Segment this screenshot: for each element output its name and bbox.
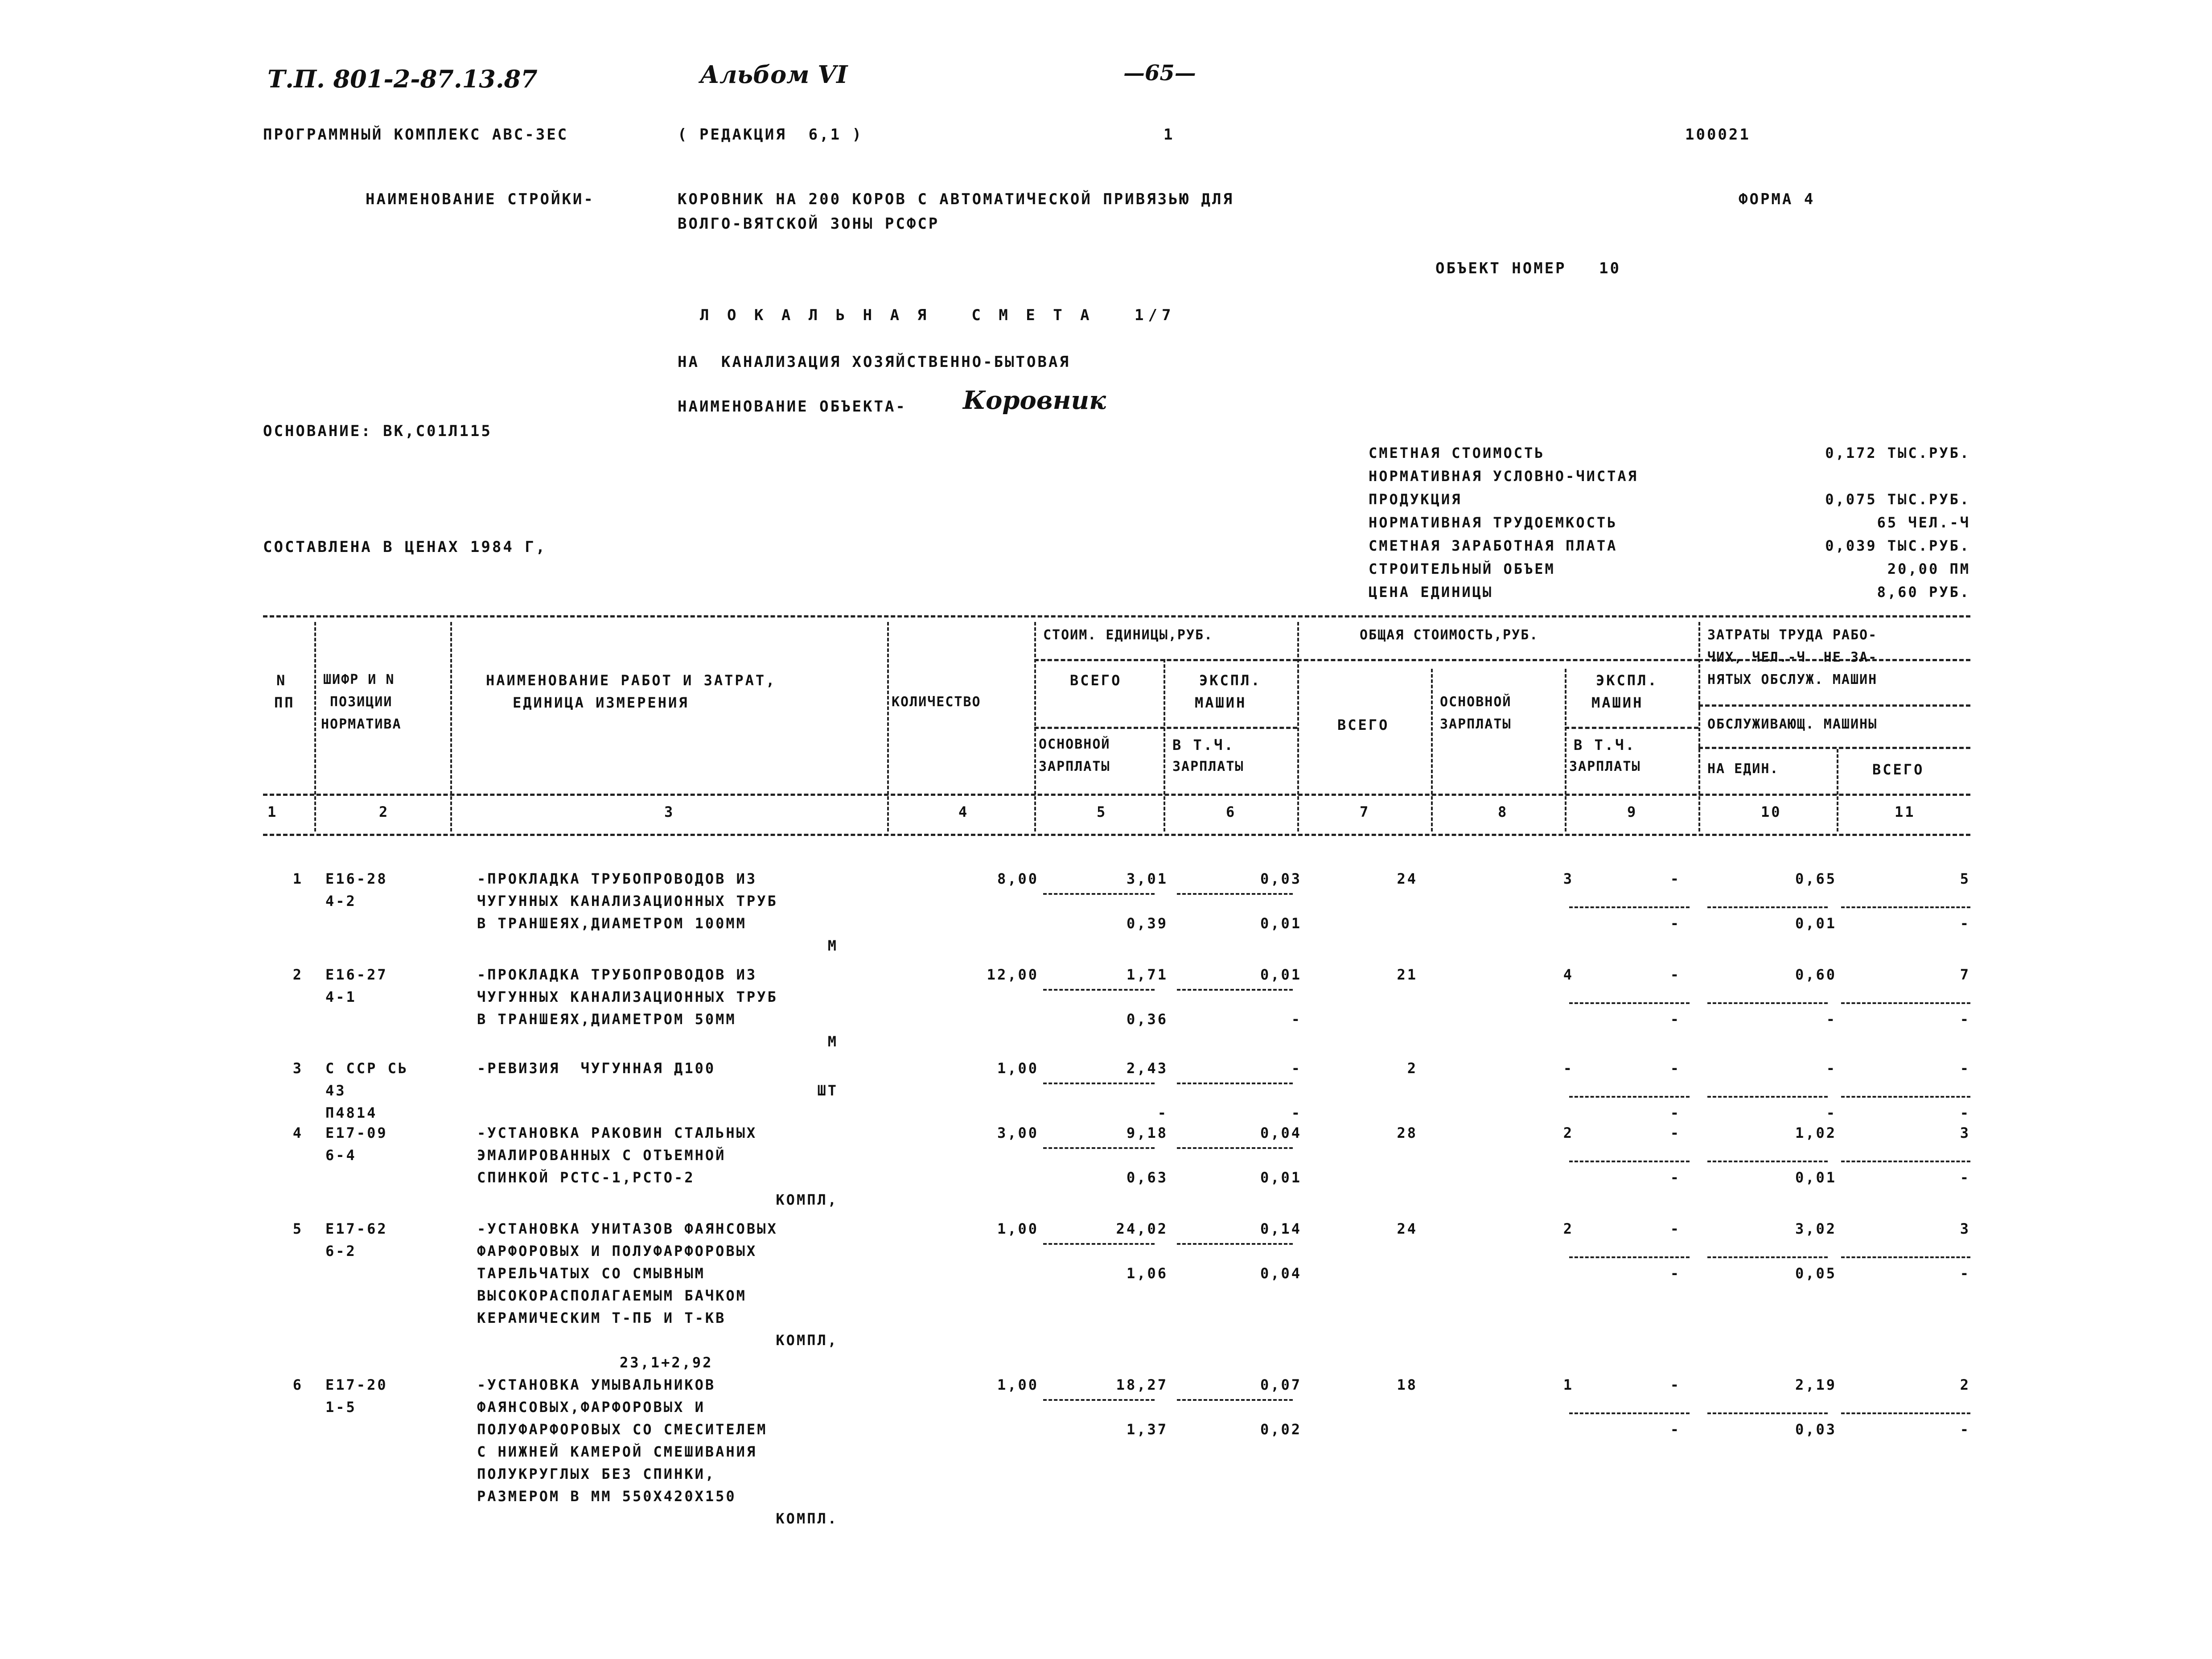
summary-label: НОРМАТИВНАЯ УСЛОВНО-ЧИСТАЯ [1369, 468, 1638, 485]
row-machinist-total: - [1960, 1169, 1970, 1186]
col-divider [1565, 669, 1566, 832]
summary-label: СМЕТНАЯ СТОИМОСТЬ [1369, 445, 1545, 461]
col-divider [1297, 622, 1299, 832]
row-total-wage: 2 [1563, 1124, 1574, 1141]
header-cipher: ПОЗИЦИИ [330, 694, 393, 710]
row-work-name: РАЗМЕРОМ В ММ 550Х420Х150 [477, 1488, 736, 1505]
row-labor-per-unit: - [1826, 1060, 1837, 1077]
row-work-name: ЧУГУННЫХ КАНАЛИЗАЦИОННЫХ ТРУБ [477, 988, 778, 1005]
header-n: N [276, 672, 287, 689]
row-unit-cost-machines: 0,14 [1260, 1220, 1302, 1237]
row-work-name: ЭМАЛИРОВАННЫХ С ОТЪЕМНОЙ [477, 1147, 726, 1164]
cell-separator [1177, 1399, 1293, 1401]
row-unit-cost-machines: 0,03 [1260, 870, 1302, 887]
header-unit-cost: СТОИМ. ЕДИНИЦЫ,РУБ. [1043, 627, 1213, 643]
col-divider [1431, 669, 1433, 832]
row-unit-wage: - [1157, 1104, 1168, 1121]
row-machinist-total: - [1960, 1265, 1970, 1282]
row-total-cost: 2 [1407, 1060, 1418, 1077]
header-subrule [1698, 747, 1970, 749]
cell-separator [1043, 1147, 1155, 1149]
header-machines: ЭКСПЛ. [1199, 672, 1262, 689]
row-number: 6 [292, 1376, 303, 1393]
row-total-machines: - [1670, 1124, 1681, 1141]
table-top-rule [263, 615, 1970, 617]
program-code: 100021 [1685, 126, 1751, 144]
header-cipher: ШИФР И N [323, 672, 395, 687]
header-base-wage: ОСНОВНОЙ [1039, 737, 1110, 752]
col-divider [450, 622, 452, 832]
cell-separator [1569, 1256, 1690, 1258]
row-number: 5 [292, 1220, 303, 1237]
row-unit-cost-machines: 0,01 [1260, 966, 1302, 983]
row-quantity: 12,00 [987, 966, 1039, 983]
row-work-name: -ПРОКЛАДКА ТРУБОПРОВОДОВ ИЗ [477, 870, 757, 887]
cell-separator [1569, 1412, 1690, 1414]
row-unit-cost-machines: 0,04 [1260, 1124, 1302, 1141]
row-work-name: -УСТАНОВКА РАКОВИН СТАЛЬНЫХ [477, 1124, 757, 1141]
row-total-machines: - [1670, 1376, 1681, 1393]
header-labor: НЯТЫХ ОБСЛУЖ. МАШИН [1707, 672, 1878, 687]
object-label: НАИМЕНОВАНИЕ ОБЪЕКТА- [678, 398, 907, 416]
cell-separator [1569, 1096, 1690, 1098]
row-quantity: 8,00 [997, 870, 1039, 887]
column-number: 1 [267, 803, 278, 820]
column-number: 6 [1226, 803, 1237, 820]
row-total-wage: 4 [1563, 966, 1574, 983]
row-total-machines: - [1670, 966, 1681, 983]
row-work-name: КЕРАМИЧЕСКИМ Т-ПБ И Т-КВ [477, 1309, 726, 1326]
row-unit-wage: 0,63 [1126, 1169, 1168, 1186]
row-total-cost: 21 [1397, 966, 1418, 983]
cell-separator [1043, 1399, 1155, 1401]
header-cipher: НОРМАТИВА [321, 716, 402, 732]
row-machinist-per-unit: - [1826, 1104, 1837, 1121]
header-pp: ПП [274, 694, 295, 711]
row-total-machines: - [1670, 870, 1681, 887]
cell-separator [1569, 1002, 1690, 1004]
row-unit: М [827, 937, 838, 954]
row-total-machine-wage: - [1670, 1421, 1681, 1438]
header-including: В Т.Ч. [1574, 737, 1636, 753]
cell-separator [1043, 893, 1155, 895]
row-machinist-per-unit: 0,03 [1795, 1421, 1837, 1438]
column-number: 2 [379, 803, 390, 820]
cell-separator [1707, 1002, 1828, 1004]
row-machinist-per-unit: - [1826, 1011, 1837, 1028]
summary-value: 0,039 ТЫС.РУБ. [1825, 537, 1970, 554]
row-unit-cost-total: 24,02 [1116, 1220, 1168, 1237]
row-work-name: В ТРАНШЕЯХ,ДИАМЕТРОМ 50ММ [477, 1011, 736, 1028]
row-unit: КОМПЛ, [776, 1191, 838, 1208]
summary-label: СТРОИТЕЛЬНЫЙ ОБЪЕМ [1369, 560, 1555, 577]
row-code: Е17-20 [325, 1376, 388, 1393]
row-total-cost: 24 [1397, 870, 1418, 887]
row-unit-cost-machines: - [1291, 1060, 1302, 1077]
row-unit-cost-total: 2,43 [1126, 1060, 1168, 1077]
header-machines: ЭКСПЛ. [1596, 672, 1658, 689]
cell-separator [1177, 1243, 1293, 1245]
row-code: 6-4 [325, 1147, 357, 1164]
col-divider [1698, 622, 1700, 832]
row-code: Е17-09 [325, 1124, 388, 1141]
cell-separator [1569, 906, 1690, 908]
row-total-wage: 1 [1563, 1376, 1574, 1393]
row-labor-per-unit: 0,65 [1795, 870, 1837, 887]
row-code: 1-5 [325, 1399, 357, 1416]
estimate-subject: НА КАНАЛИЗАЦИЯ ХОЗЯЙСТВЕННО-БЫТОВАЯ [678, 353, 1070, 371]
row-unit-machine-wage: - [1291, 1104, 1302, 1121]
header-subrule [1034, 727, 1297, 729]
cell-separator [1043, 989, 1155, 991]
row-code: 6-2 [325, 1243, 357, 1260]
column-number: 11 [1895, 803, 1916, 820]
summary-label: ПРОДУКЦИЯ [1369, 491, 1462, 508]
row-code: С ССР СЬ [325, 1060, 409, 1077]
row-total-wage: 2 [1563, 1220, 1574, 1237]
column-number: 10 [1761, 803, 1782, 820]
program-edition: ( РЕДАКЦИЯ 6,1 ) [678, 126, 863, 144]
object-name-handwritten: Коровник [963, 386, 1106, 415]
cell-separator [1043, 1083, 1155, 1084]
row-code: 43 [325, 1082, 346, 1099]
row-unit-wage: 1,37 [1126, 1421, 1168, 1438]
row-unit-machine-wage: 0,04 [1260, 1265, 1302, 1282]
row-labor-total: 5 [1960, 870, 1970, 887]
row-machinist-per-unit: 0,01 [1795, 915, 1837, 932]
row-unit-machine-wage: 0,02 [1260, 1421, 1302, 1438]
summary-value: 8,60 РУБ. [1877, 584, 1970, 601]
row-work-name: ФАЯНСОВЫХ,ФАРФОРОВЫХ И [477, 1399, 705, 1416]
header-including: В Т.Ч. [1172, 737, 1235, 753]
cell-separator [1707, 1161, 1828, 1162]
row-number: 2 [292, 966, 303, 983]
header-labor: ОБСЛУЖИВАЮЩ. МАШИНЫ [1707, 716, 1878, 732]
header-total: ВСЕГО [1872, 761, 1924, 778]
row-unit-machine-wage: - [1291, 1011, 1302, 1028]
cell-separator [1841, 906, 1970, 908]
row-labor-total: 3 [1960, 1220, 1970, 1237]
row-unit-cost-total: 18,27 [1116, 1376, 1168, 1393]
construction-line1: КОРОВНИК НА 200 КОРОВ С АВТОМАТИЧЕСКОЙ ПРИВЯЗЬЮ ДЛЯ [678, 190, 1234, 208]
row-machinist-total: - [1960, 915, 1970, 932]
row-code: Е17-62 [325, 1220, 388, 1237]
row-unit: М [827, 1033, 838, 1050]
col-divider [314, 622, 316, 832]
row-machinist-total: - [1960, 1421, 1970, 1438]
header-bottom-rule [263, 794, 1970, 796]
row-code: 4-2 [325, 893, 357, 910]
header-per-unit: НА ЕДИН. [1707, 761, 1779, 777]
document-title: Л О К А Л Ь Н А Я С М Е Т А 1/7 [700, 306, 1176, 324]
column-number: 7 [1360, 803, 1370, 820]
row-machinist-per-unit: 0,01 [1795, 1169, 1837, 1186]
sheet-number: 1 [1164, 126, 1175, 144]
row-work-name: -ПРОКЛАДКА ТРУБОПРОВОДОВ ИЗ [477, 966, 757, 983]
header-machines: МАШИН [1591, 694, 1644, 711]
cell-separator [1841, 1002, 1970, 1004]
cell-separator [1177, 1083, 1293, 1084]
row-unit: ШТ [817, 1082, 838, 1099]
header-subrule [1297, 659, 1698, 661]
row-labor-total: 7 [1960, 966, 1970, 983]
header-total: ВСЕГО [1070, 672, 1122, 689]
cell-separator [1841, 1256, 1970, 1258]
row-unit-wage: 0,39 [1126, 915, 1168, 932]
row-unit-cost-total: 1,71 [1126, 966, 1168, 983]
row-total-machine-wage: - [1670, 1265, 1681, 1282]
form-label: ФОРМА 4 [1739, 190, 1815, 208]
header-machines: МАШИН [1195, 694, 1247, 711]
header-work-name: НАИМЕНОВАНИЕ РАБОТ И ЗАТРАТ, [486, 672, 777, 689]
col-divider [1034, 622, 1036, 832]
cell-separator [1177, 989, 1293, 991]
cell-separator [1707, 906, 1828, 908]
row-labor-per-unit: 2,19 [1795, 1376, 1837, 1393]
row-work-name: -РЕВИЗИЯ ЧУГУННАЯ Д100 [477, 1060, 716, 1077]
header-total: ВСЕГО [1337, 716, 1390, 733]
summary-value: 20,00 ПМ [1887, 560, 1970, 577]
cell-separator [1841, 1096, 1970, 1098]
row-quantity: 1,00 [997, 1220, 1039, 1237]
row-quantity: 3,00 [997, 1124, 1039, 1141]
row-total-cost: 28 [1397, 1124, 1418, 1141]
summary-value: 0,172 ТЫС.РУБ. [1825, 445, 1970, 461]
header-subrule [1698, 704, 1970, 707]
cell-separator [1707, 1256, 1828, 1258]
cell-separator [1043, 1243, 1155, 1245]
row-total-wage: 3 [1563, 870, 1574, 887]
construction-label: НАИМЕНОВАНИЕ СТРОЙКИ- [366, 190, 595, 208]
page-number: —65— [1123, 61, 1196, 86]
header-unit: ЕДИНИЦА ИЗМЕРЕНИЯ [513, 694, 689, 711]
row-formula: 23,1+2,92 [620, 1354, 713, 1371]
row-unit-cost-total: 9,18 [1126, 1124, 1168, 1141]
row-unit-machine-wage: 0,01 [1260, 1169, 1302, 1186]
row-number: 3 [292, 1060, 303, 1077]
header-base-wage: ЗАРПЛАТЫ [1039, 759, 1110, 774]
column-number: 8 [1498, 803, 1509, 820]
col-divider [887, 622, 889, 832]
header-subrule [1565, 727, 1698, 729]
basis: ОСНОВАНИЕ: ВК,С01Л115 [263, 422, 492, 440]
row-machinist-total: - [1960, 1104, 1970, 1121]
cell-separator [1177, 1147, 1293, 1149]
header-wage: ЗАРПЛАТЫ [1172, 759, 1244, 774]
row-work-name: В ТРАНШЕЯХ,ДИАМЕТРОМ 100ММ [477, 915, 747, 932]
row-work-name: ЧУГУННЫХ КАНАЛИЗАЦИОННЫХ ТРУБ [477, 893, 778, 910]
row-total-machine-wage: - [1670, 915, 1681, 932]
header-wage: ЗАРПЛАТЫ [1569, 759, 1641, 774]
row-total-cost: 18 [1397, 1376, 1418, 1393]
header-labor: ЗАТРАТЫ ТРУДА РАБО- [1707, 627, 1878, 643]
row-unit-wage: 1,06 [1126, 1265, 1168, 1282]
construction-line2: ВОЛГО-ВЯТСКОЙ ЗОНЫ РСФСР [678, 215, 940, 233]
row-quantity: 1,00 [997, 1060, 1039, 1077]
album-label: Альбом VI [700, 60, 848, 89]
header-labor: ЧИХ, ЧЕЛ.-Ч НЕ ЗА- [1707, 650, 1878, 665]
summary-value: 0,075 ТЫС.РУБ. [1825, 491, 1970, 508]
row-total-machines: - [1670, 1220, 1681, 1237]
row-number: 4 [292, 1124, 303, 1141]
row-machinist-per-unit: 0,05 [1795, 1265, 1837, 1282]
summary-value: 65 ЧЕЛ.-Ч [1877, 514, 1970, 531]
column-number: 9 [1627, 803, 1638, 820]
header-subrule [1034, 659, 1297, 661]
row-work-name: ТАРЕЛЬЧАТЫХ СО СМЫВНЫМ [477, 1265, 705, 1282]
row-work-name: ФАРФОРОВЫХ И ПОЛУФАРФОРОВЫХ [477, 1243, 757, 1260]
row-total-wage: - [1563, 1060, 1574, 1077]
row-total-cost: 24 [1397, 1220, 1418, 1237]
program-name: ПРОГРАММНЫЙ КОМПЛЕКС АВС-ЗЕС [263, 126, 569, 144]
price-base: СОСТАВЛЕНА В ЦЕНАХ 1984 Г, [263, 538, 547, 556]
row-total-machine-wage: - [1670, 1169, 1681, 1186]
cell-separator [1177, 893, 1293, 895]
row-total-machines: - [1670, 1060, 1681, 1077]
row-work-name: -УСТАНОВКА УНИТАЗОВ ФАЯНСОВЫХ [477, 1220, 778, 1237]
row-unit-cost-machines: 0,07 [1260, 1376, 1302, 1393]
column-number: 3 [664, 803, 675, 820]
summary-label: ЦЕНА ЕДИНИЦЫ [1369, 584, 1493, 601]
row-labor-per-unit: 1,02 [1795, 1124, 1837, 1141]
row-unit: КОМПЛ. [776, 1510, 838, 1527]
row-total-machine-wage: - [1670, 1104, 1681, 1121]
row-number: 1 [292, 870, 303, 887]
row-code: Е16-27 [325, 966, 388, 983]
row-code: П4814 [325, 1104, 378, 1121]
cell-separator [1707, 1096, 1828, 1098]
summary-label: НОРМАТИВНАЯ ТРУДОЕМКОСТЬ [1369, 514, 1618, 531]
cell-separator [1841, 1161, 1970, 1162]
row-machinist-total: - [1960, 1011, 1970, 1028]
row-code: 4-1 [325, 988, 357, 1005]
row-unit: КОМПЛ, [776, 1332, 838, 1349]
col-divider [1837, 749, 1838, 832]
row-unit-cost-total: 3,01 [1126, 870, 1168, 887]
row-work-name: ВЫСОКОРАСПОЛАГАЕМЫМ БАЧКОМ [477, 1287, 747, 1304]
row-work-name: ПОЛУКРУГЛЫХ БЕЗ СПИНКИ, [477, 1466, 716, 1482]
row-labor-per-unit: 0,60 [1795, 966, 1837, 983]
row-quantity: 1,00 [997, 1376, 1039, 1393]
row-labor-total: 3 [1960, 1124, 1970, 1141]
summary-label: СМЕТНАЯ ЗАРАБОТНАЯ ПЛАТА [1369, 537, 1618, 554]
row-unit-wage: 0,36 [1126, 1011, 1168, 1028]
col-divider [1164, 659, 1165, 832]
row-work-name: СПИНКОЙ РСТС-1,РСТО-2 [477, 1169, 695, 1186]
header-base-wage: ОСНОВНОЙ [1440, 694, 1512, 710]
row-work-name: С НИЖНЕЙ КАМЕРОЙ СМЕШИВАНИЯ [477, 1443, 757, 1460]
column-number: 4 [958, 803, 969, 820]
column-number: 5 [1097, 803, 1107, 820]
cell-separator [1569, 1161, 1690, 1162]
header-total-cost: ОБЩАЯ СТОИМОСТЬ,РУБ. [1360, 627, 1539, 643]
cell-separator [1707, 1412, 1828, 1414]
row-labor-total: - [1960, 1060, 1970, 1077]
row-labor-total: 2 [1960, 1376, 1970, 1393]
object-number: ОБЪЕКТ НОМЕР 10 [1435, 259, 1621, 277]
row-work-name: -УСТАНОВКА УМЫВАЛЬНИКОВ [477, 1376, 716, 1393]
row-work-name: ПОЛУФАРФОРОВЫХ СО СМЕСИТЕЛЕМ [477, 1421, 768, 1438]
row-total-machine-wage: - [1670, 1011, 1681, 1028]
row-labor-per-unit: 3,02 [1795, 1220, 1837, 1237]
row-code: Е16-28 [325, 870, 388, 887]
project-code: Т.П. 801-2-87.13.87 [267, 65, 538, 93]
row-unit-machine-wage: 0,01 [1260, 915, 1302, 932]
header-quantity: КОЛИЧЕСТВО [892, 694, 981, 710]
header-base-wage: ЗАРПЛАТЫ [1440, 716, 1512, 732]
cell-separator [1841, 1412, 1970, 1414]
colnum-bottom-rule [263, 834, 1970, 836]
